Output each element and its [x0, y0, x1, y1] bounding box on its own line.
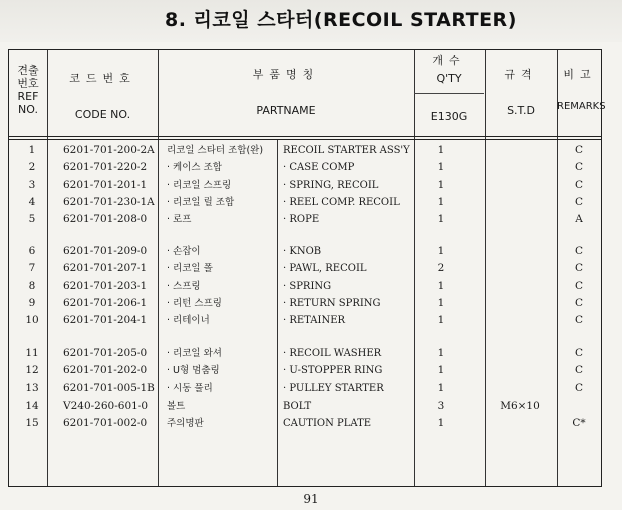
- title-band: [0, 0, 622, 42]
- remarks: C: [574, 144, 584, 156]
- part-name-korean: 주의명판: [167, 418, 204, 429]
- part-name-english: · RETURN SPRING: [283, 298, 381, 309]
- ref-number: 8: [28, 280, 36, 292]
- header-std-ko: 규격: [504, 68, 538, 81]
- table-row: [9, 142, 601, 159]
- quantity: 1: [437, 347, 445, 359]
- quantity: 1: [437, 213, 445, 225]
- ref-number: 15: [25, 417, 39, 429]
- ref-number: 5: [28, 213, 36, 225]
- part-name-korean: · 로프: [167, 214, 192, 225]
- part-name-english: · REEL COMP. RECOIL: [283, 197, 400, 208]
- code-number: 6201-701-205-0: [63, 347, 148, 359]
- part-name-korean: · 리테이너: [167, 315, 210, 326]
- standard-spec: M6×10: [500, 400, 540, 412]
- part-name-english: · PULLEY STARTER: [283, 383, 384, 394]
- code-number: 6201-701-220-2: [63, 161, 148, 173]
- part-name-english: · KNOB: [283, 246, 322, 257]
- header-qty-model: E130G: [430, 110, 468, 123]
- ref-number: 11: [25, 347, 39, 359]
- remarks: C: [574, 314, 584, 326]
- remarks: C: [574, 161, 584, 173]
- table-row: [9, 345, 601, 362]
- remarks: C: [574, 297, 584, 309]
- remarks: C: [574, 245, 584, 257]
- ref-number: 10: [25, 314, 39, 326]
- part-name-korean: · 스프링: [167, 281, 201, 292]
- ref-number: 4: [28, 196, 36, 208]
- table-row: [9, 415, 601, 432]
- header-part-ko: 부품명칭: [252, 68, 320, 81]
- header-code-en: CODE NO.: [74, 108, 131, 121]
- header-part-en: PARTNAME: [256, 104, 316, 117]
- code-number: V240-260-601-0: [63, 400, 149, 412]
- remarks: C*: [572, 417, 586, 429]
- code-number: 6201-701-206-1: [63, 297, 148, 309]
- header-qty-en: Q'TY: [436, 72, 462, 85]
- ref-number: 12: [25, 364, 39, 376]
- table-row: [9, 278, 601, 295]
- quantity: 1: [437, 314, 445, 326]
- quantity: 1: [437, 144, 445, 156]
- header-remarks-en: REMARKS: [557, 101, 606, 112]
- remarks: C: [574, 262, 584, 274]
- code-number: 6201-701-204-1: [63, 314, 148, 326]
- code-number: 6201-701-202-0: [63, 364, 148, 376]
- ref-number: 13: [25, 382, 39, 394]
- table-row: [9, 312, 601, 329]
- code-number: 6201-701-230-1A: [63, 196, 155, 208]
- part-name-korean: 리코일 스타터 조합(완): [167, 145, 264, 156]
- header-remarks-ko: 비고: [563, 68, 597, 81]
- part-name-english: · RETAINER: [283, 315, 346, 326]
- table-row: [9, 211, 601, 228]
- table-row: [9, 380, 601, 397]
- table-row: [9, 243, 601, 260]
- remarks: C: [574, 280, 584, 292]
- part-name-korean: · 손잡이: [167, 246, 201, 257]
- ref-number: 2: [28, 161, 36, 173]
- remarks: C: [574, 347, 584, 359]
- part-name-korean: · 리턴 스프링: [167, 298, 222, 309]
- quantity: 1: [437, 297, 445, 309]
- part-name-english: · SPRING: [283, 281, 332, 292]
- part-name-korean: · 케이스 조합: [167, 162, 222, 173]
- part-name-english: · ROPE: [283, 214, 320, 225]
- part-name-korean: · 리코일 릴 조합: [167, 197, 235, 208]
- header-std-en: S.T.D: [507, 104, 535, 117]
- remarks: C: [574, 364, 584, 376]
- part-name-english: · U-STOPPER RING: [283, 365, 383, 376]
- parts-table: [8, 49, 606, 487]
- quantity: 1: [437, 245, 445, 257]
- code-number: 6201-701-207-1: [63, 262, 148, 274]
- ref-number: 7: [28, 262, 36, 274]
- part-name-korean: · 리코일 스프링: [167, 180, 232, 191]
- qty-subdivider: [414, 93, 484, 94]
- part-name-korean: · 시동 풀리: [167, 383, 213, 394]
- quantity: 1: [437, 161, 445, 173]
- table-row: [9, 177, 601, 194]
- ref-number: 3: [28, 179, 36, 191]
- code-number: 6201-701-201-1: [63, 179, 148, 191]
- code-number: 6201-701-200-2A: [63, 144, 155, 156]
- ref-number: 1: [28, 144, 36, 156]
- code-number: 6201-701-203-1: [63, 280, 148, 292]
- part-name-english: · RECOIL WASHER: [283, 348, 382, 359]
- code-number: 6201-701-209-0: [63, 245, 148, 257]
- quantity: 3: [437, 400, 445, 412]
- header-code-ko: 코드번호: [69, 72, 136, 85]
- header-qty-ko: 개수: [432, 54, 466, 67]
- page-title: 8. 리코일 스타터(RECOIL STARTER): [165, 9, 517, 31]
- code-number: 6201-701-002-0: [63, 417, 148, 429]
- ref-number: 14: [25, 400, 39, 412]
- part-name-english: CAUTION PLATE: [283, 418, 372, 429]
- quantity: 1: [437, 179, 445, 191]
- remarks: C: [574, 179, 584, 191]
- part-name-english: · CASE COMP: [283, 162, 355, 173]
- header-rule: [9, 136, 601, 137]
- quantity: 1: [437, 196, 445, 208]
- quantity: 1: [437, 417, 445, 429]
- part-name-korean: · 리코일 폴: [167, 263, 213, 274]
- table-row: [9, 159, 601, 176]
- remarks: C: [574, 196, 584, 208]
- header-ref: 견출 번호 REF NO.: [17, 64, 39, 116]
- table-row: [9, 362, 601, 379]
- table-row: [9, 398, 601, 415]
- part-name-korean: · U형 멈춤링: [167, 365, 220, 376]
- part-name-korean: 볼트: [167, 401, 186, 412]
- part-name-korean: · 리코일 와셔: [167, 348, 222, 359]
- code-number: 6201-701-208-0: [63, 213, 148, 225]
- table-row: [9, 260, 601, 277]
- quantity: 1: [437, 364, 445, 376]
- ref-number: 6: [28, 245, 36, 257]
- header-rule: [9, 139, 601, 140]
- page-number: 91: [303, 492, 319, 506]
- quantity: 1: [437, 280, 445, 292]
- table-row: [9, 295, 601, 312]
- part-name-english: · SPRING, RECOIL: [283, 180, 379, 191]
- remarks: A: [575, 213, 583, 225]
- table-row: [9, 194, 601, 211]
- part-name-english: · PAWL, RECOIL: [283, 263, 367, 274]
- part-name-english: RECOIL STARTER ASS'Y: [283, 145, 410, 156]
- code-number: 6201-701-005-1B: [63, 382, 155, 394]
- part-name-english: BOLT: [283, 401, 312, 412]
- quantity: 1: [437, 382, 445, 394]
- ref-number: 9: [28, 297, 36, 309]
- quantity: 2: [437, 262, 445, 274]
- remarks: C: [574, 382, 584, 394]
